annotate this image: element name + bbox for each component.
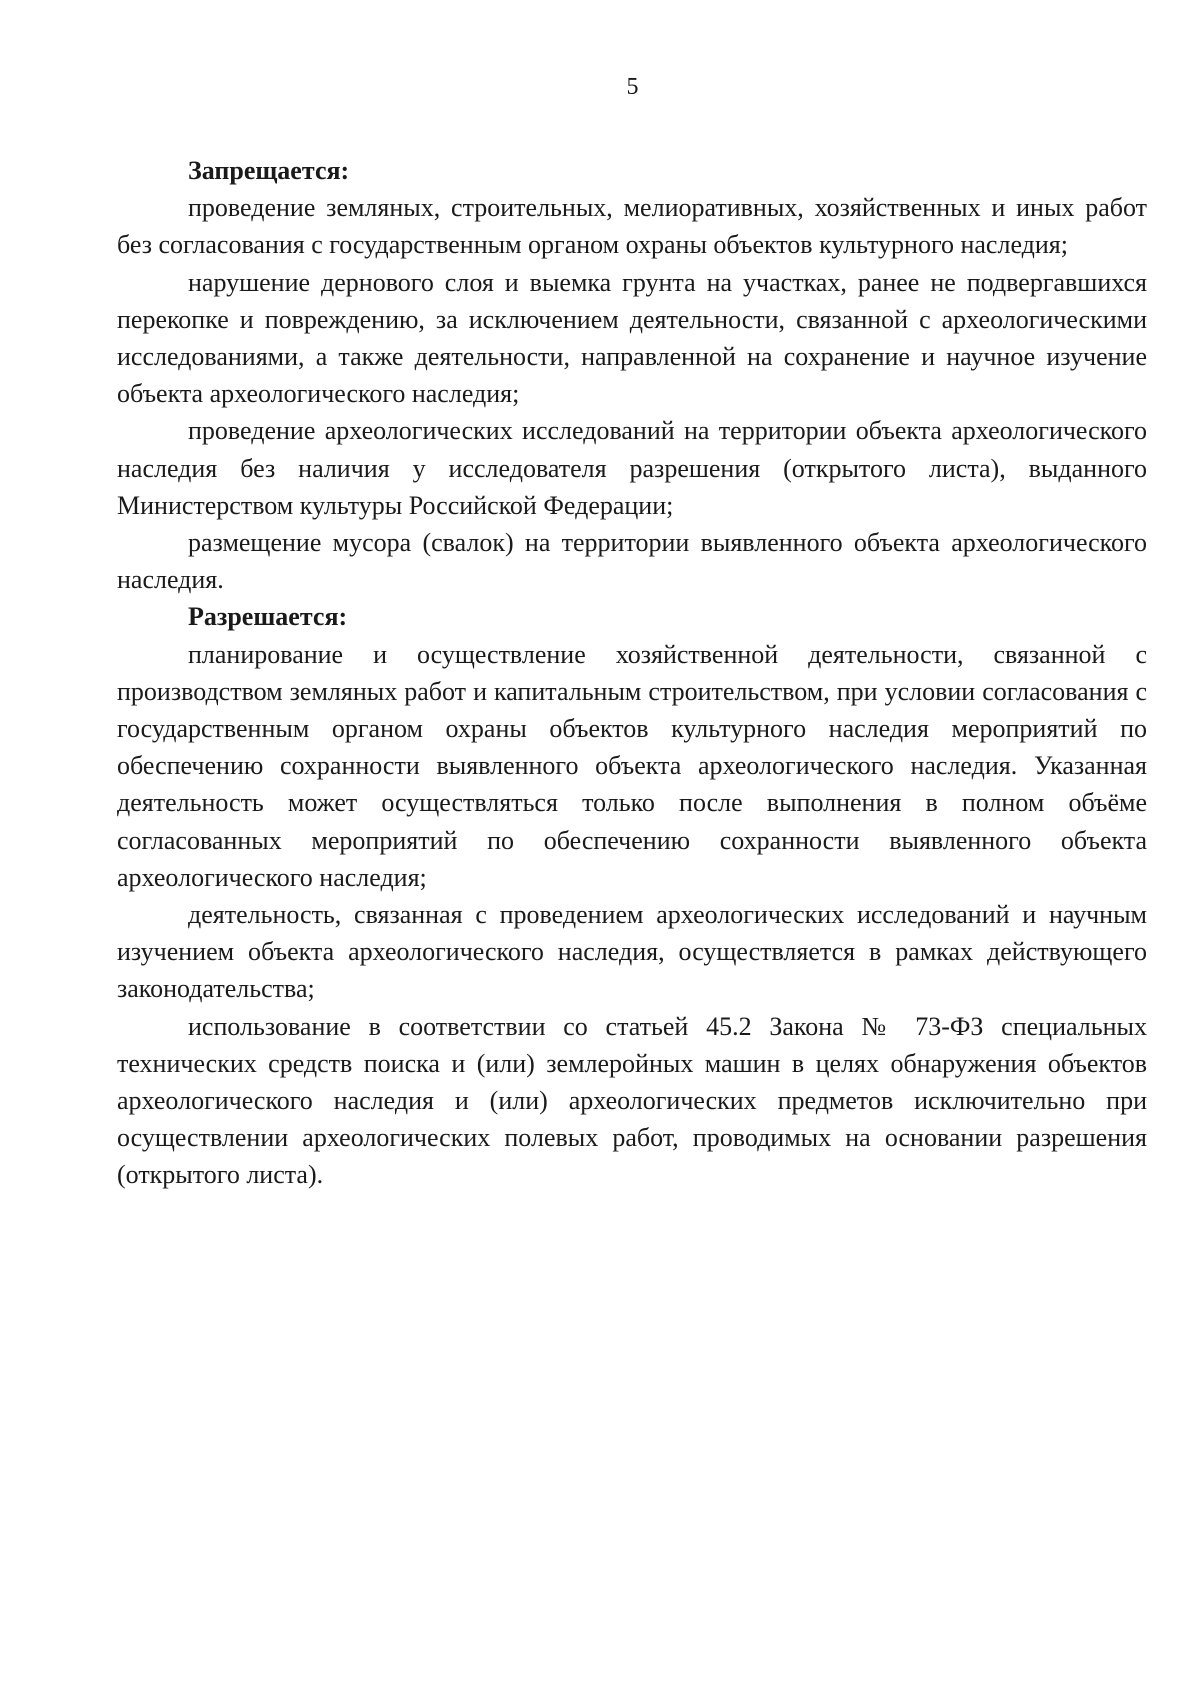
- prohibited-item: проведение археологических исследований на территории объекта археологического наследия без наличия у исследователя разрешения (открытого листа), выданного Министерством культуры Российской Федерации;: [117, 416, 1147, 520]
- permitted-section: [117, 598, 1147, 1193]
- permitted-heading: Разрешается:: [188, 602, 348, 632]
- prohibited-item: проведение земляных, строительных, мелиоративных, хозяйственных и иных работ без согласования с государственным органом охраны объектов культурного наследия;: [117, 193, 1147, 260]
- page-number: 5: [626, 74, 639, 100]
- prohibited-item: размещение мусора (свалок) на территории выявленного объекта археологического наследия.: [117, 528, 1147, 595]
- permitted-item: планирование и осуществление хозяйственной деятельности, связанной с производством земляных работ и капитальным строительством, при условии согласования с государственным органом охраны объектов культурного наследия мероприятий по обеспечению сохранности выявленного объекта археологического наследия. Указанная деятельность может осуществляться только после выполнения в полном объёме согласованных мероприятий по обеспечению сохранности выявленного объекта археологического наследия;: [117, 639, 1147, 892]
- prohibited-heading: Запрещается:: [188, 156, 350, 185]
- document-body: [117, 152, 1147, 1194]
- permitted-item: деятельность, связанная с проведением археологических исследований и научным изучением объекта археологического наследия, осуществляется в рамках действующего законодательства;: [117, 900, 1147, 1004]
- prohibited-item: нарушение дернового слоя и выемка грунта на участках, ранее не подвергавшихся перекопке и повреждению, за исключением деятельности, связанной с археологическими исследованиями, а также деятельности, направленной на сохранение и научное изучение объекта археологического наследия;: [117, 267, 1147, 409]
- prohibited-section: [117, 152, 1147, 598]
- permitted-item: использование в соответствии со статьей 45.2 Закона № 73-ФЗ специальных технических средств поиска и (или) землеройных машин в целях обнаружения объектов археологического наследия и (или) археологических предметов исключительно при осуществлении археологических полевых работ, проводимых на основании разрешения (открытого листа).: [117, 1011, 1147, 1190]
